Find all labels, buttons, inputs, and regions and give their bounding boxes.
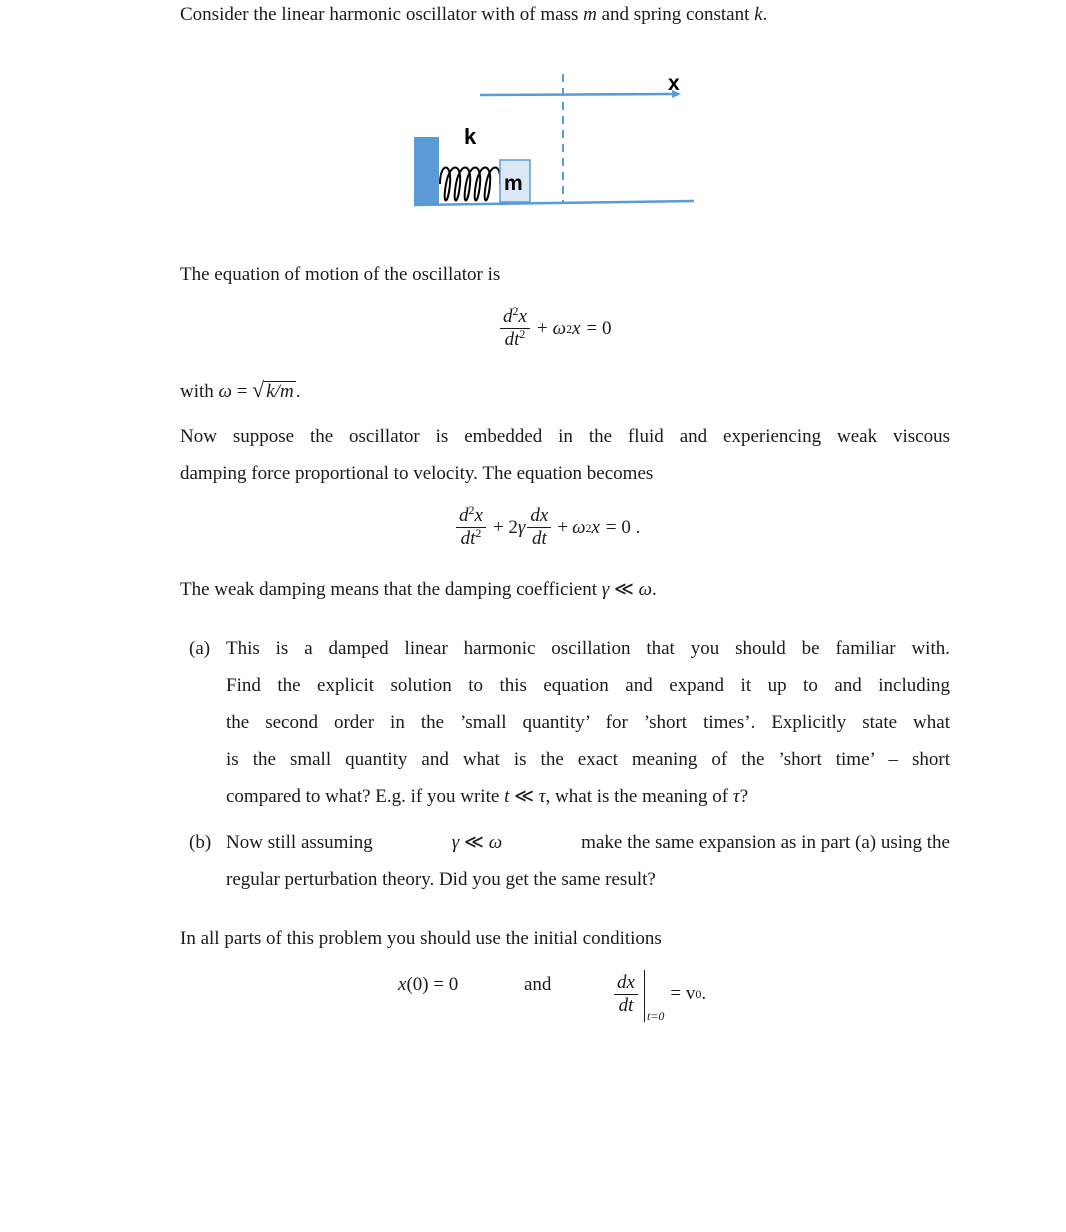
wall-block [414, 137, 439, 205]
num-x: x [518, 306, 527, 327]
den-dt: dt [618, 994, 634, 1016]
second-derivative-fraction [500, 306, 530, 351]
num-exp: 2 [512, 304, 519, 318]
plus-two: + 2 [492, 516, 518, 538]
den-exp: 2 [519, 327, 526, 341]
much-less-sign: ≪ [509, 786, 539, 807]
num-x: x [474, 505, 483, 526]
den-dt: dt [504, 329, 520, 350]
mass-label: m [504, 172, 523, 195]
plus-sign: + [536, 317, 548, 339]
line5-mid: , what is the meaning of [545, 786, 733, 807]
oscillator-figure [400, 66, 710, 216]
initial-conditions-equation [398, 974, 458, 996]
var-tau: τ [538, 786, 546, 807]
question-mark: ? [739, 786, 749, 807]
intro-text-middle: and spring constant [596, 4, 755, 25]
intro-text: Consider the linear harmonic oscillator with of mass [180, 4, 584, 25]
and-word: and [524, 974, 552, 995]
var-x: x [398, 974, 407, 995]
sqrt-sign: √ [252, 377, 265, 402]
equation-of-motion: $\frac{d^2x}{dt^2}$ + ω 2 x = 0 [498, 306, 611, 351]
item-a-line-4: is the small quantity and what is the exact meaning of the ’short time’ – short [226, 749, 950, 770]
second-derivative-fraction [456, 505, 486, 550]
line5-text: compared to what? E.g. if you write [226, 786, 505, 807]
dx-dt-fraction [614, 972, 638, 1017]
gamma-symbol: γ [517, 516, 526, 538]
num-d: d [459, 505, 469, 526]
first-derivative-fraction [527, 505, 551, 550]
equals-sign: = [231, 381, 253, 402]
damping-paragraph-line-1: Now suppose the oscillator is embedded in the fluid and experiencing weak viscous [180, 426, 950, 447]
var-m: m [583, 4, 597, 25]
weak-text: The weak damping means that the damping coefficient [180, 579, 602, 600]
gamma-symbol: γ [451, 832, 460, 853]
item-a-line-2: Find the explicit solution to this equation and expand it up to and including [226, 675, 950, 696]
evaluation-subscript: t=0 [646, 1008, 665, 1023]
with-text: with [180, 381, 219, 402]
rhs-v: = v [670, 983, 696, 1004]
den-dt: dt [460, 528, 476, 549]
period: . [701, 983, 707, 1004]
item-b-label: (b) [189, 832, 212, 853]
omega-symbol: ω [572, 516, 586, 538]
damping-paragraph-line-2: damping force proportional to velocity. The equation becomes [180, 463, 654, 484]
omega-symbol: ω [552, 317, 567, 339]
gamma-symbol: γ [601, 579, 610, 600]
much-less-sign: ≪ [609, 579, 639, 600]
item-a-line-3: the second order in the ’small quantity’ for ’short times’. Explicitly state what [226, 712, 950, 733]
sqrt-radicand: k/m [266, 381, 294, 402]
much-less-sign: ≪ [459, 832, 489, 853]
omega-definition [180, 371, 300, 410]
intro-line [180, 0, 767, 33]
var-x: x [591, 516, 600, 538]
den-dt: dt [531, 528, 547, 549]
var-x: x [572, 317, 581, 339]
omega-symbol: ω [218, 381, 232, 402]
rhs-zero: = 0 . [605, 516, 641, 538]
item-b-line-2: regular perturbation theory. Did you get the same result? [226, 869, 656, 890]
damped-equation: $\frac{d^2x}{dt^2}$ + 2 γ $\frac{dx}{dt}$ + ω 2 x = 0 . [454, 505, 640, 550]
intro-suffix: . [762, 4, 768, 25]
item-b-line-1 [226, 824, 950, 861]
item-a-line-5 [226, 778, 748, 815]
floor-line [414, 201, 694, 205]
rhs-zero: = 0 [586, 317, 612, 339]
var-tau-2: τ [732, 786, 740, 807]
num-dx: dx [614, 972, 638, 995]
x-axis-label: x [668, 72, 680, 95]
plus-sign: + [557, 516, 569, 538]
item-a-label: (a) [189, 638, 211, 659]
num-exp: 2 [468, 503, 475, 517]
x0-condition: (0) = 0 [406, 974, 459, 995]
var-k: k [754, 4, 763, 25]
num-dx: dx [527, 505, 551, 528]
var-t: t [504, 786, 510, 807]
omega-symbol: ω [638, 579, 653, 600]
weak-damping-line [180, 571, 657, 608]
item-a-line-1: This is a damped linear harmonic oscillation that you should be familiar with. [226, 638, 950, 659]
den-exp: 2 [475, 526, 482, 540]
eom-intro: The equation of motion of the oscillator is [180, 264, 501, 285]
evaluation-bar [644, 970, 645, 1022]
velocity-condition: $\frac{dx}{dt}$ t=0 = v 0 . [612, 968, 706, 1020]
x-axis-line [480, 94, 672, 95]
period: . [295, 381, 301, 402]
b-line1-text: Now still assuming [226, 832, 373, 853]
spring-label: k [464, 124, 477, 149]
initial-conditions-intro: In all parts of this problem you should use the initial conditions [180, 928, 662, 949]
b-inline-math [452, 824, 502, 861]
spring-coil [440, 168, 500, 201]
b-line1-text-post: make the same expansion as in part (a) using the [581, 832, 950, 853]
period: . [652, 579, 657, 600]
num-d: d [503, 306, 513, 327]
omega-symbol: ω [488, 832, 503, 853]
